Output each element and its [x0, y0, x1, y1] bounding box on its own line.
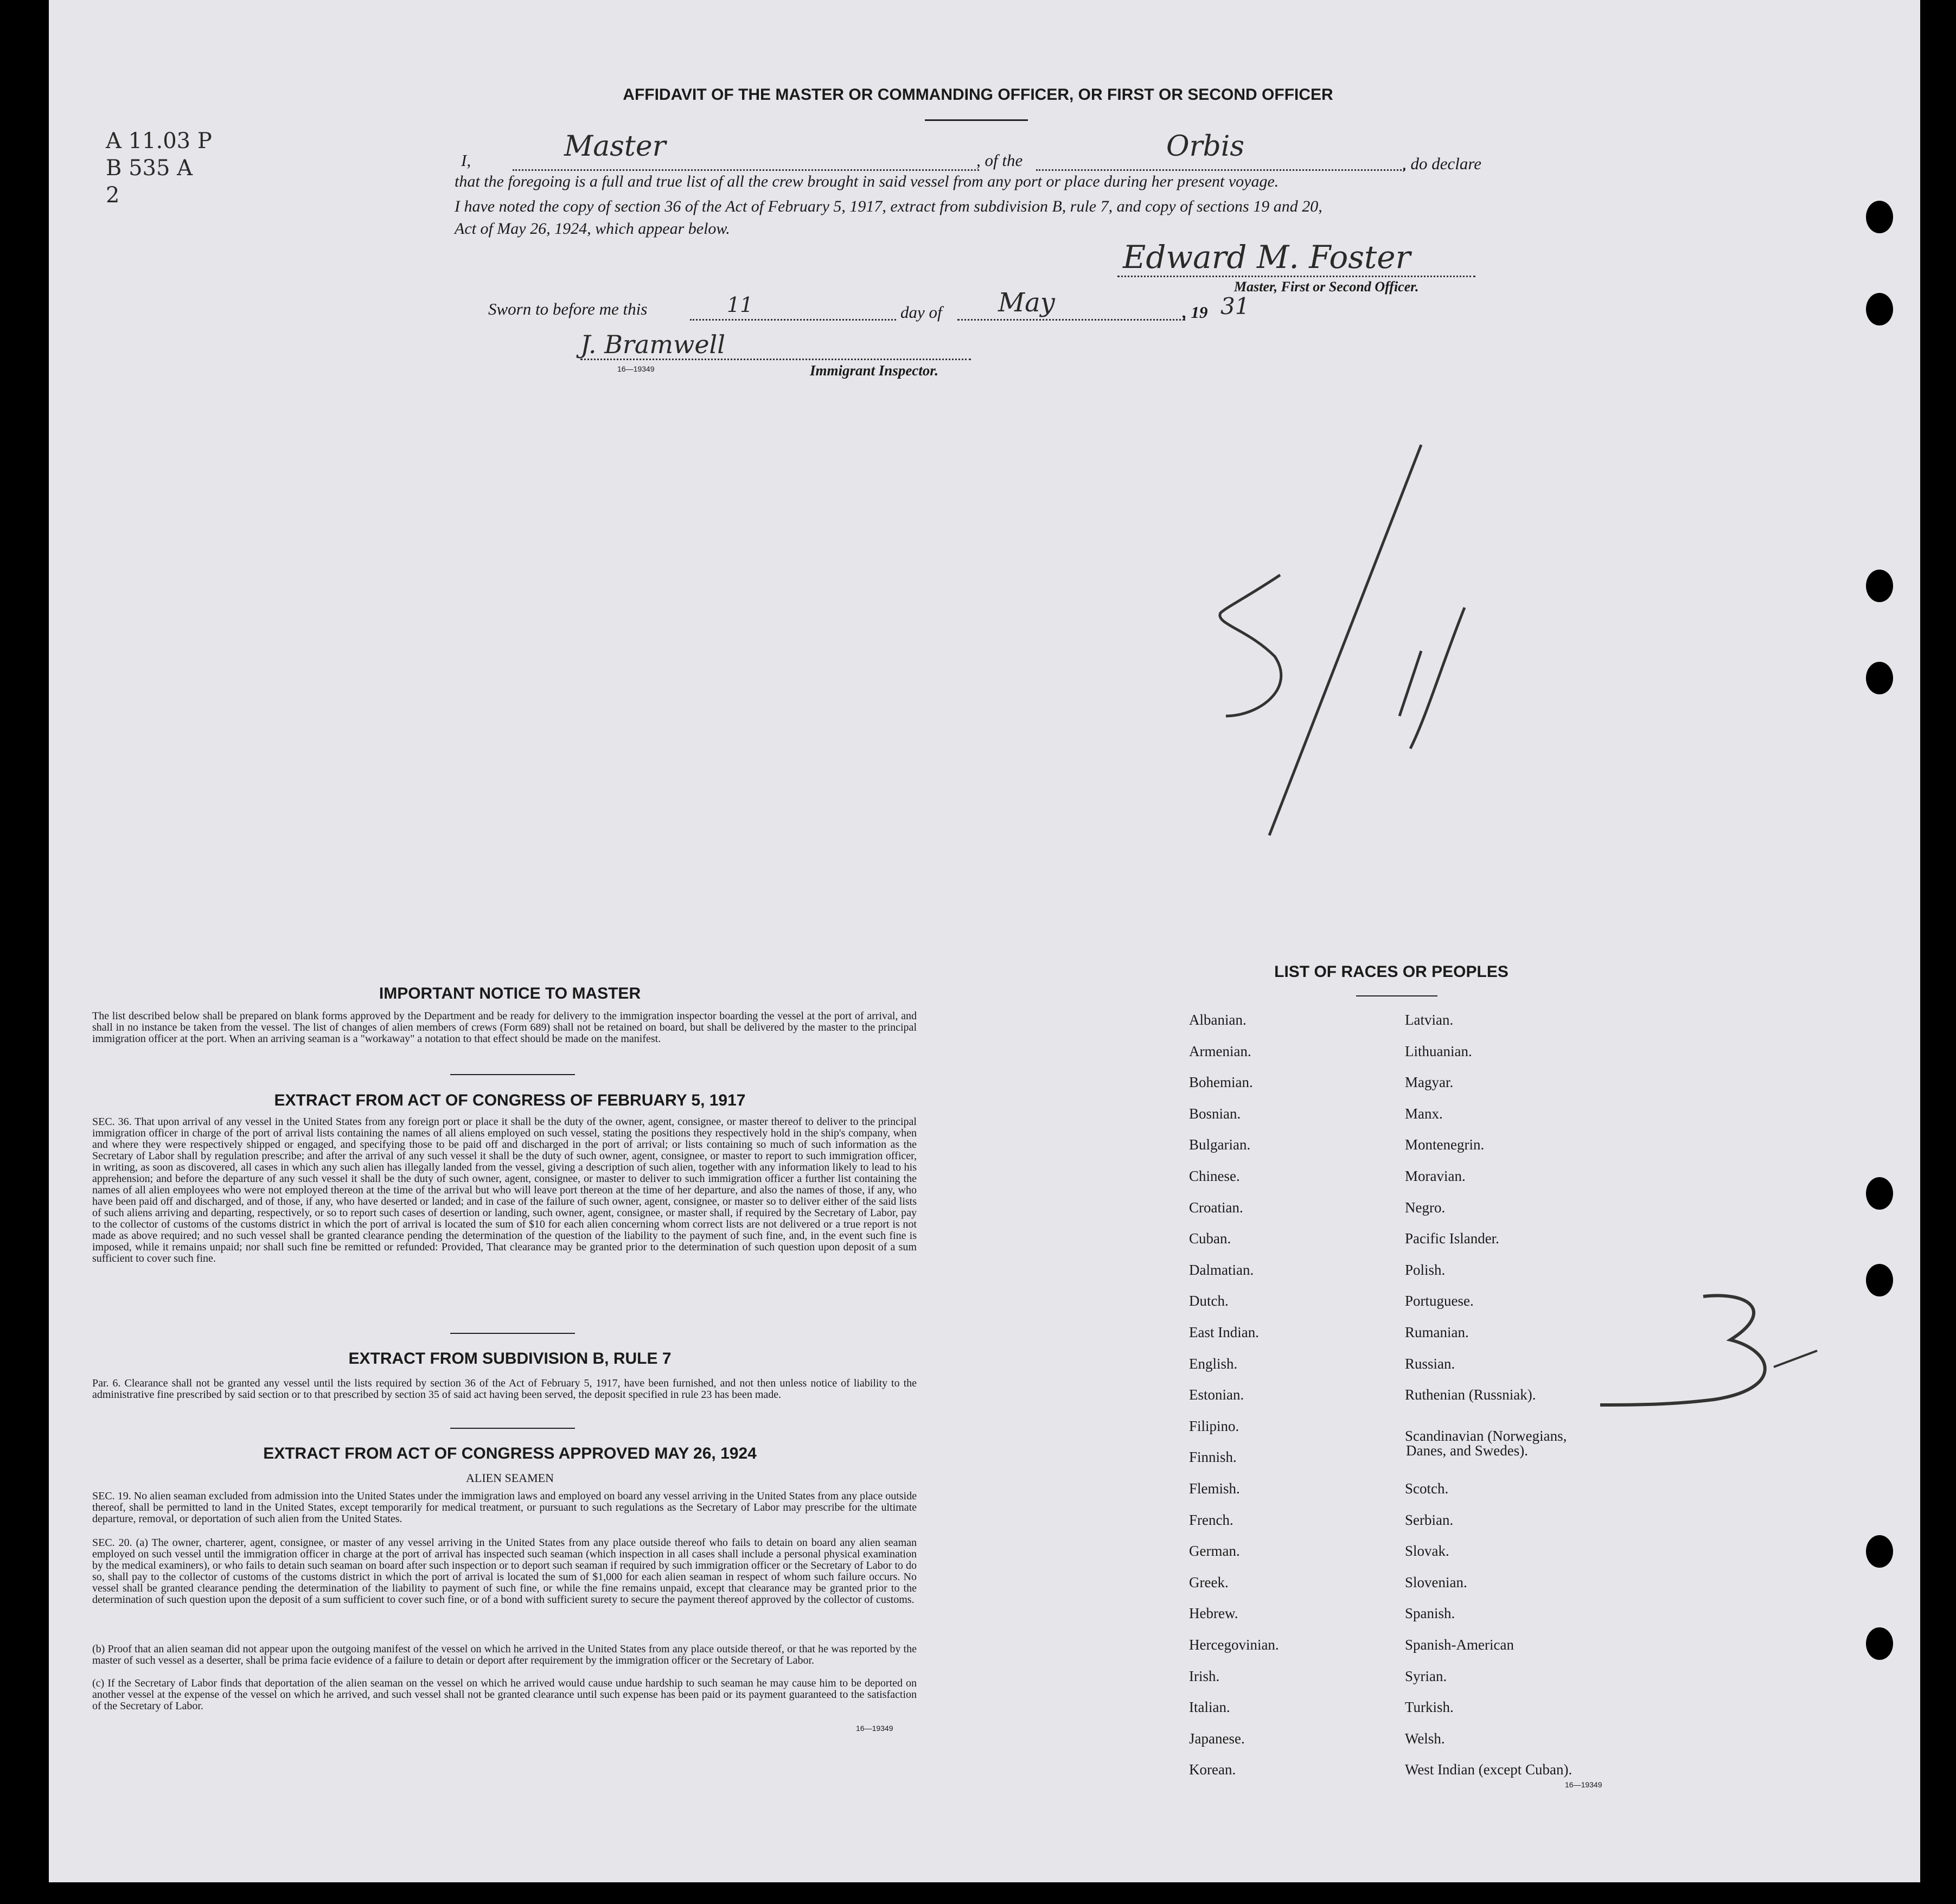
race-item: Bosnian. [1189, 1105, 1241, 1122]
year-value: 31 [1220, 293, 1250, 320]
race-item: Montenegrin. [1405, 1136, 1485, 1153]
handwritten-three-mark [1589, 1291, 1828, 1416]
margin-note: B 535 A [106, 156, 193, 181]
race-item: Russian. [1405, 1355, 1455, 1372]
form-number: 16—19349 [617, 365, 655, 373]
race-item: Bulgarian. [1189, 1136, 1251, 1153]
race-item: Estonian. [1189, 1387, 1244, 1403]
race-item: French. [1189, 1511, 1233, 1528]
race-item: Negro. [1405, 1199, 1446, 1216]
race-item: Cuban. [1189, 1230, 1231, 1247]
race-item: Portuguese. [1405, 1293, 1474, 1309]
race-item: Japanese. [1189, 1730, 1245, 1747]
race-item: Latvian. [1405, 1012, 1454, 1028]
margin-note: 2 [106, 183, 120, 208]
race-item: Syrian. [1405, 1667, 1447, 1684]
margin-notes [106, 127, 212, 209]
vessel-value: Orbis [1166, 130, 1245, 163]
sec20b-body: (b) Proof that an alien seaman did not appear upon the outgoing manifest of the vessel on which he arrived in the United States from any place outside thereof, or that he was reported by the master of such vessel as a deserter, shall be prima facie evidence of a failure to detain or deport after requirement by the immigration officer or the Secretary of Labor. [92, 1643, 917, 1666]
race-item: Manx. [1405, 1105, 1443, 1122]
rule7-title: EXTRACT FROM SUBDIVISION B, RULE 7 [348, 1350, 672, 1368]
month-blank [957, 304, 1185, 321]
divider [450, 1333, 575, 1334]
race-item: Italian. [1189, 1699, 1230, 1716]
race-item: Danes, and Swedes). [1406, 1442, 1528, 1459]
race-item: Bohemian. [1189, 1074, 1253, 1091]
race-item: Spanish. [1405, 1605, 1455, 1622]
race-item: Chinese. [1189, 1168, 1240, 1184]
race-item: Lithuanian. [1405, 1043, 1472, 1059]
rule7-body: Par. 6. Clearance shall not be granted any vessel until the lists required by section 36 of the Act of February 5, 1917, have been furnished, and not then unless notice of liability to the administrative fine prescribed by said section or to that prescribed by section 35 of said act having been served, the deposit specified in rule 23 has been made. [92, 1377, 917, 1401]
punch-hole [1866, 1627, 1893, 1660]
race-item: West Indian (except Cuban). [1405, 1761, 1573, 1778]
divider [450, 1428, 575, 1429]
race-item: Magyar. [1405, 1074, 1454, 1091]
race-item: Rumanian. [1405, 1324, 1469, 1340]
punch-hole [1866, 201, 1893, 233]
notice-body: The list described below shall be prepared on blank forms approved by the Department and be ready for delivery to the immigration inspector boarding the vessel at the port of arrival, and shall in no instance be taken from the vessel. The list of changes of alien members of crews (Form 689) shall not be retained on board, but shall be delivered by the master to the principal immigration officer at the port. When an arriving seaman is a "workaway" a notation to that effect should be made on the manifest. [92, 1010, 917, 1045]
punch-hole [1866, 1264, 1893, 1296]
race-item: Turkish. [1405, 1699, 1454, 1716]
race-item: Hercegovinian. [1189, 1637, 1279, 1653]
race-item: Slovak. [1405, 1543, 1449, 1560]
do-declare-label: , do declare [1402, 154, 1482, 173]
race-item: Irish. [1189, 1667, 1220, 1684]
alien-seamen-subtitle: ALIEN SEAMEN [466, 1471, 554, 1485]
extract-1917-body: SEC. 36. That upon arrival of any vessel in the United States from any foreign port or place it shall be the duty of the owner, agent, consignee, or master thereof to deliver to the principal immigration officer in charge of the port of arrival lists containing the names of all aliens employed on such vessel, stating the positions they respectively hold in the ship's company, when and where they were respectively shipped or engaged, and specifying those to be paid off and discharged in the port of arrival; or lists containing so much of such information as the Secretary of Labor shall by regulation prescribe; and after the arrival of any such vessel it shall be the duty of such owner, agent, consignee, or master to report to such immigration officer, in writing, as soon as discovered, all cases in which any such alien has illegally landed from the vessel, giving a description of such alien, together with any information likely to lead to his apprehension; and before the departure of any such vessel it shall be the duty of such owner, agent, consignee, or master to deliver to such immigration officer a further list containing the names of all alien employees who were not employed thereon at the time of the arrival but who will leave port thereon at the time of her departure, and also the names of those, if any, who have been paid off and discharged, and of those, if any, who have deserted or landed; and in case of the failure of such owner, agent, consignee, or master so to deliver either of the said lists of such aliens arriving and departing, respectively, or so to report such cases of desertion or landing, such owner, agent, consignee, or master shall, if required by the Secretary of Labor, pay to the collector of customs of the customs district in which the port of arrival is located the sum of $10 for each alien concerning whom correct lists are not delivered or a true report is not made as above required; and no such vessel shall be granted clearance pending the determination of the question of the liability to the payment of such fine, and, in the event such fine is imposed, while it remains unpaid; nor shall such fine be remitted or refunded: Provided, That clearance may be granted prior to the determination of such question upon deposit of a sum sufficient to cover such fine. [92, 1116, 917, 1264]
race-item: Scandinavian (Norwegians, [1405, 1428, 1567, 1444]
race-item: Moravian. [1405, 1168, 1466, 1184]
i-label: I, [461, 151, 471, 170]
handwritten-fraction-marks [1139, 434, 1519, 868]
extract-1924-title: EXTRACT FROM ACT OF CONGRESS APPROVED MAY 26, 1924 [263, 1445, 757, 1462]
of-the-label: , of the [976, 151, 1023, 170]
race-item: Spanish-American [1405, 1637, 1514, 1653]
race-item: Finnish. [1189, 1449, 1237, 1466]
name-value: Master [564, 130, 666, 163]
race-item: Dalmatian. [1189, 1261, 1254, 1278]
sec19-body: SEC. 19. No alien seaman excluded from admission into the United States under the immigration laws and employed on board any vessel arriving in the United States from any place outside thereof, shall be permitted to land in the United States, except temporarily for medical treatment, or pursuant to such regulations as the Secretary of Labor may prescribe for the ultimate departure, removal, or deportation of such alien from the United States. [92, 1490, 917, 1525]
race-item: Ruthenian (Russniak). [1405, 1387, 1536, 1403]
divider [450, 1074, 575, 1075]
punch-hole [1866, 662, 1893, 694]
race-item: English. [1189, 1355, 1238, 1372]
extract-1917-title: EXTRACT FROM ACT OF CONGRESS OF FEBRUARY 5, 1917 [274, 1091, 746, 1109]
affidavit-line-3: I have noted the copy of section 36 of the Act of February 5, 1917, extract from subdivision B, rule 7, and copy of sections 19 and 20, [455, 197, 1322, 215]
title-divider [925, 119, 1028, 121]
races-divider [1356, 995, 1437, 996]
notice-title: IMPORTANT NOTICE TO MASTER [379, 985, 641, 1002]
punch-hole [1866, 570, 1893, 602]
year-prefix: , 19 [1182, 303, 1208, 322]
sec20a-body: SEC. 20. (a) The owner, charterer, agent, consignee, or master of any vessel arriving in the United States from any place outside thereof who fails to detain on board any alien seaman employed on such vessel until the immigration officer in charge at the port of arrival has inspected such seaman (which inspection in all cases shall include a personal physical examination by the medical examiners), or who fails to detain such seaman on board after such inspection or to deport such seaman if required by such immigration officer or the Secretary of Labor to do so, shall pay to the collector of customs of the customs district in which the port of arrival is located the sum of $1,000 for each alien seaman in respect of whom such failure occurs. No vessel shall be granted clearance pending the determination of the liability to payment of such fine, or while the fine remains unpaid, except that clearance may be granted prior to the determination of such question upon the deposit of a sum sufficient to cover such fine, or of a bond with sufficient surety to secure the payment thereof approved by the collector of customs. [92, 1537, 917, 1606]
sec20c-body: (c) If the Secretary of Labor finds that deportation of the alien seaman on the vessel on which he arrived would cause undue hardship to such seaman he may cause him to be deported on another vessel at the expense of the vessel on which he arrived, and such vessel shall not be granted clearance until such expense has been paid or its payment guaranteed to the satisfaction of the Secretary of Labor. [92, 1677, 917, 1712]
punch-hole [1866, 1535, 1893, 1568]
race-item: Albanian. [1189, 1012, 1247, 1028]
race-item: Serbian. [1405, 1511, 1454, 1528]
sworn-label: Sworn to before me this [488, 299, 648, 318]
day-blank [690, 304, 896, 321]
race-item: Greek. [1189, 1574, 1229, 1590]
punch-hole [1866, 1177, 1893, 1210]
race-item: Slovenian. [1405, 1574, 1467, 1590]
affidavit-title: AFFIDAVIT OF THE MASTER OR COMMANDING OFFICER, OR FIRST OR SECOND OFFICER [623, 86, 1333, 104]
race-item: Croatian. [1189, 1199, 1243, 1216]
race-item: Scotch. [1405, 1480, 1449, 1497]
race-item: Armenian. [1189, 1043, 1251, 1059]
race-item: Hebrew. [1189, 1605, 1238, 1622]
race-item: Welsh. [1405, 1730, 1445, 1747]
race-item: Korean. [1189, 1761, 1236, 1778]
race-item: Polish. [1405, 1261, 1446, 1278]
race-item: Pacific Islander. [1405, 1230, 1499, 1247]
race-item: Flemish. [1189, 1480, 1240, 1497]
form-number: 16—19349 [856, 1724, 893, 1733]
day-of-label: day of [900, 303, 942, 322]
race-item: Dutch. [1189, 1293, 1229, 1309]
race-item: Filipino. [1189, 1417, 1239, 1434]
affidavit-line-4: Act of May 26, 1924, which appear below. [455, 220, 730, 238]
signature-line [1117, 260, 1475, 277]
handwritten-fraction [1139, 705, 1140, 706]
inspector-line [580, 350, 971, 360]
master-signature: Edward M. Foster [1123, 239, 1411, 276]
form-number: 16—19349 [1565, 1780, 1602, 1789]
margin-note: A 11.03 P [106, 129, 212, 154]
day-value: 11 [727, 293, 753, 317]
race-item: German. [1189, 1543, 1240, 1560]
punch-hole [1866, 293, 1893, 325]
month-value: May [998, 287, 1055, 318]
inspector-signature: J. Bramwell [580, 330, 725, 359]
inspector-caption: Immigrant Inspector. [810, 362, 939, 379]
races-title: LIST OF RACES OR PEOPLES [1274, 963, 1508, 981]
race-item: East Indian. [1189, 1324, 1259, 1340]
signature-caption: Master, First or Second Officer. [1234, 279, 1419, 295]
affidavit-line-2: that the foregoing is a full and true list of all the crew brought in said vessel from any port or place during her present voyage. [455, 172, 1279, 190]
